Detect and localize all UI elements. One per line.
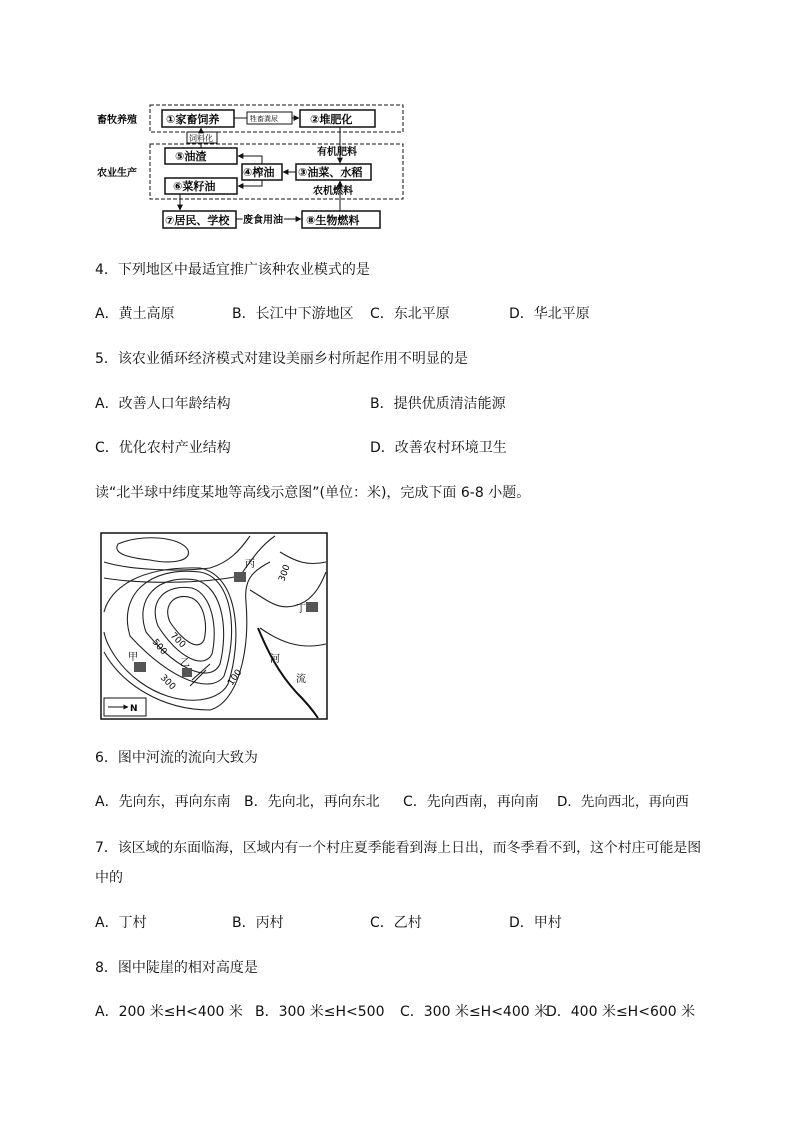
node-oil-press: ④榨油 [243, 166, 275, 179]
label-yi: 乙 [180, 658, 190, 669]
contour-100: 100 [226, 667, 245, 688]
map-intro: 读“北半球中纬度某地等高线示意图”(单位：米)，完成下面 6-8 小题。 [95, 485, 531, 501]
village-yi-icon [182, 668, 192, 677]
contour-300-right: 300 [277, 563, 293, 584]
contour-300-left: 300 [157, 673, 178, 693]
question-6-stem: 6．图中河流的流向大致为 [95, 750, 258, 766]
q4-option-b: B．长江中下游地区 [232, 306, 354, 322]
question-8-stem: 8．图中陡崖的相对高度是 [95, 960, 258, 976]
q5-option-c: C．优化农村产业结构 [95, 440, 231, 456]
contour-500: 500 [149, 637, 169, 658]
question-7-stem-2: 中的 [95, 870, 123, 886]
q6-option-d: D．先向西北，再向西 [557, 794, 689, 810]
label-organic-fertilizer: 有机肥料 [317, 147, 357, 158]
q4-option-d: D．华北平原 [509, 306, 590, 322]
agri-cycle-diagram [95, 100, 415, 235]
q8-option-a: A．200 米≤H<400 米 [95, 1004, 243, 1020]
label-river-1: 河 [270, 654, 280, 665]
village-ding-icon [306, 602, 318, 612]
q5-option-a: A．改善人口年龄结构 [95, 396, 231, 412]
q6-option-c: C．先向西南，再向南 [403, 794, 539, 810]
q4-option-a: A．黄土高原 [95, 306, 175, 322]
label-waste-oil: 废食用油 [243, 215, 283, 226]
q8-option-d: D．400 米≤H<600 米 [546, 1004, 696, 1020]
label-bing: 丙 [245, 559, 255, 570]
edge-manure-label: 牲畜粪尿 [250, 115, 278, 123]
q5-option-d: D．改善农村环境卫生 [370, 440, 507, 456]
q4-option-c: C．东北平原 [370, 306, 450, 322]
label-ding: 丁 [296, 604, 306, 615]
contour-map [100, 532, 328, 720]
node-oil-residue: ⑤油渣 [175, 150, 207, 163]
village-bing-icon [234, 572, 246, 582]
label-machine-fuel: 农机燃料 [313, 186, 353, 197]
group-livestock-label: 畜牧养殖 [97, 115, 137, 126]
node-crops: ③油菜、水稻 [298, 166, 363, 179]
node-livestock: ①家畜饲养 [166, 113, 220, 126]
q7-option-c: C．乙村 [370, 915, 422, 931]
node-biofuel: ⑧生物燃料 [306, 214, 360, 227]
node-rapeseed-oil: ⑥菜籽油 [173, 180, 216, 193]
q8-option-b: B．300 米≤H<500 [255, 1004, 385, 1020]
question-7-stem-1: 7．该区域的东面临海，区域内有一个村庄夏季能看到海上日出，而冬季看不到，这个村庄可能是图 [95, 840, 702, 856]
contour-700: 700 [167, 631, 188, 651]
q6-option-b: B．先向北，再向东北 [244, 794, 380, 810]
question-4-stem: 4．下列地区中最适宜推广该种农业模式的是 [95, 262, 370, 278]
q7-option-b: B．丙村 [232, 915, 284, 931]
node-residents: ⑦居民、学校 [165, 214, 230, 227]
node-compost: ②堆肥化 [310, 113, 353, 126]
north-label: N [130, 704, 138, 714]
q7-option-d: D．甲村 [509, 915, 562, 931]
question-5-stem: 5．该农业循环经济模式对建设美丽乡村所起作用不明显的是 [95, 351, 468, 367]
village-jia-icon [134, 662, 146, 672]
label-river-2: 流 [296, 674, 306, 685]
q6-option-a: A．先向东，再向东南 [95, 794, 231, 810]
q7-option-a: A．丁村 [95, 915, 147, 931]
q5-option-b: B．提供优质清洁能源 [370, 396, 506, 412]
label-jia: 甲 [128, 652, 138, 663]
edge-feed-label: 饲料化 [189, 134, 213, 143]
q8-option-c: C．300 米≤H<400 米 [400, 1004, 549, 1020]
group-farming-label: 农业生产 [97, 168, 137, 179]
